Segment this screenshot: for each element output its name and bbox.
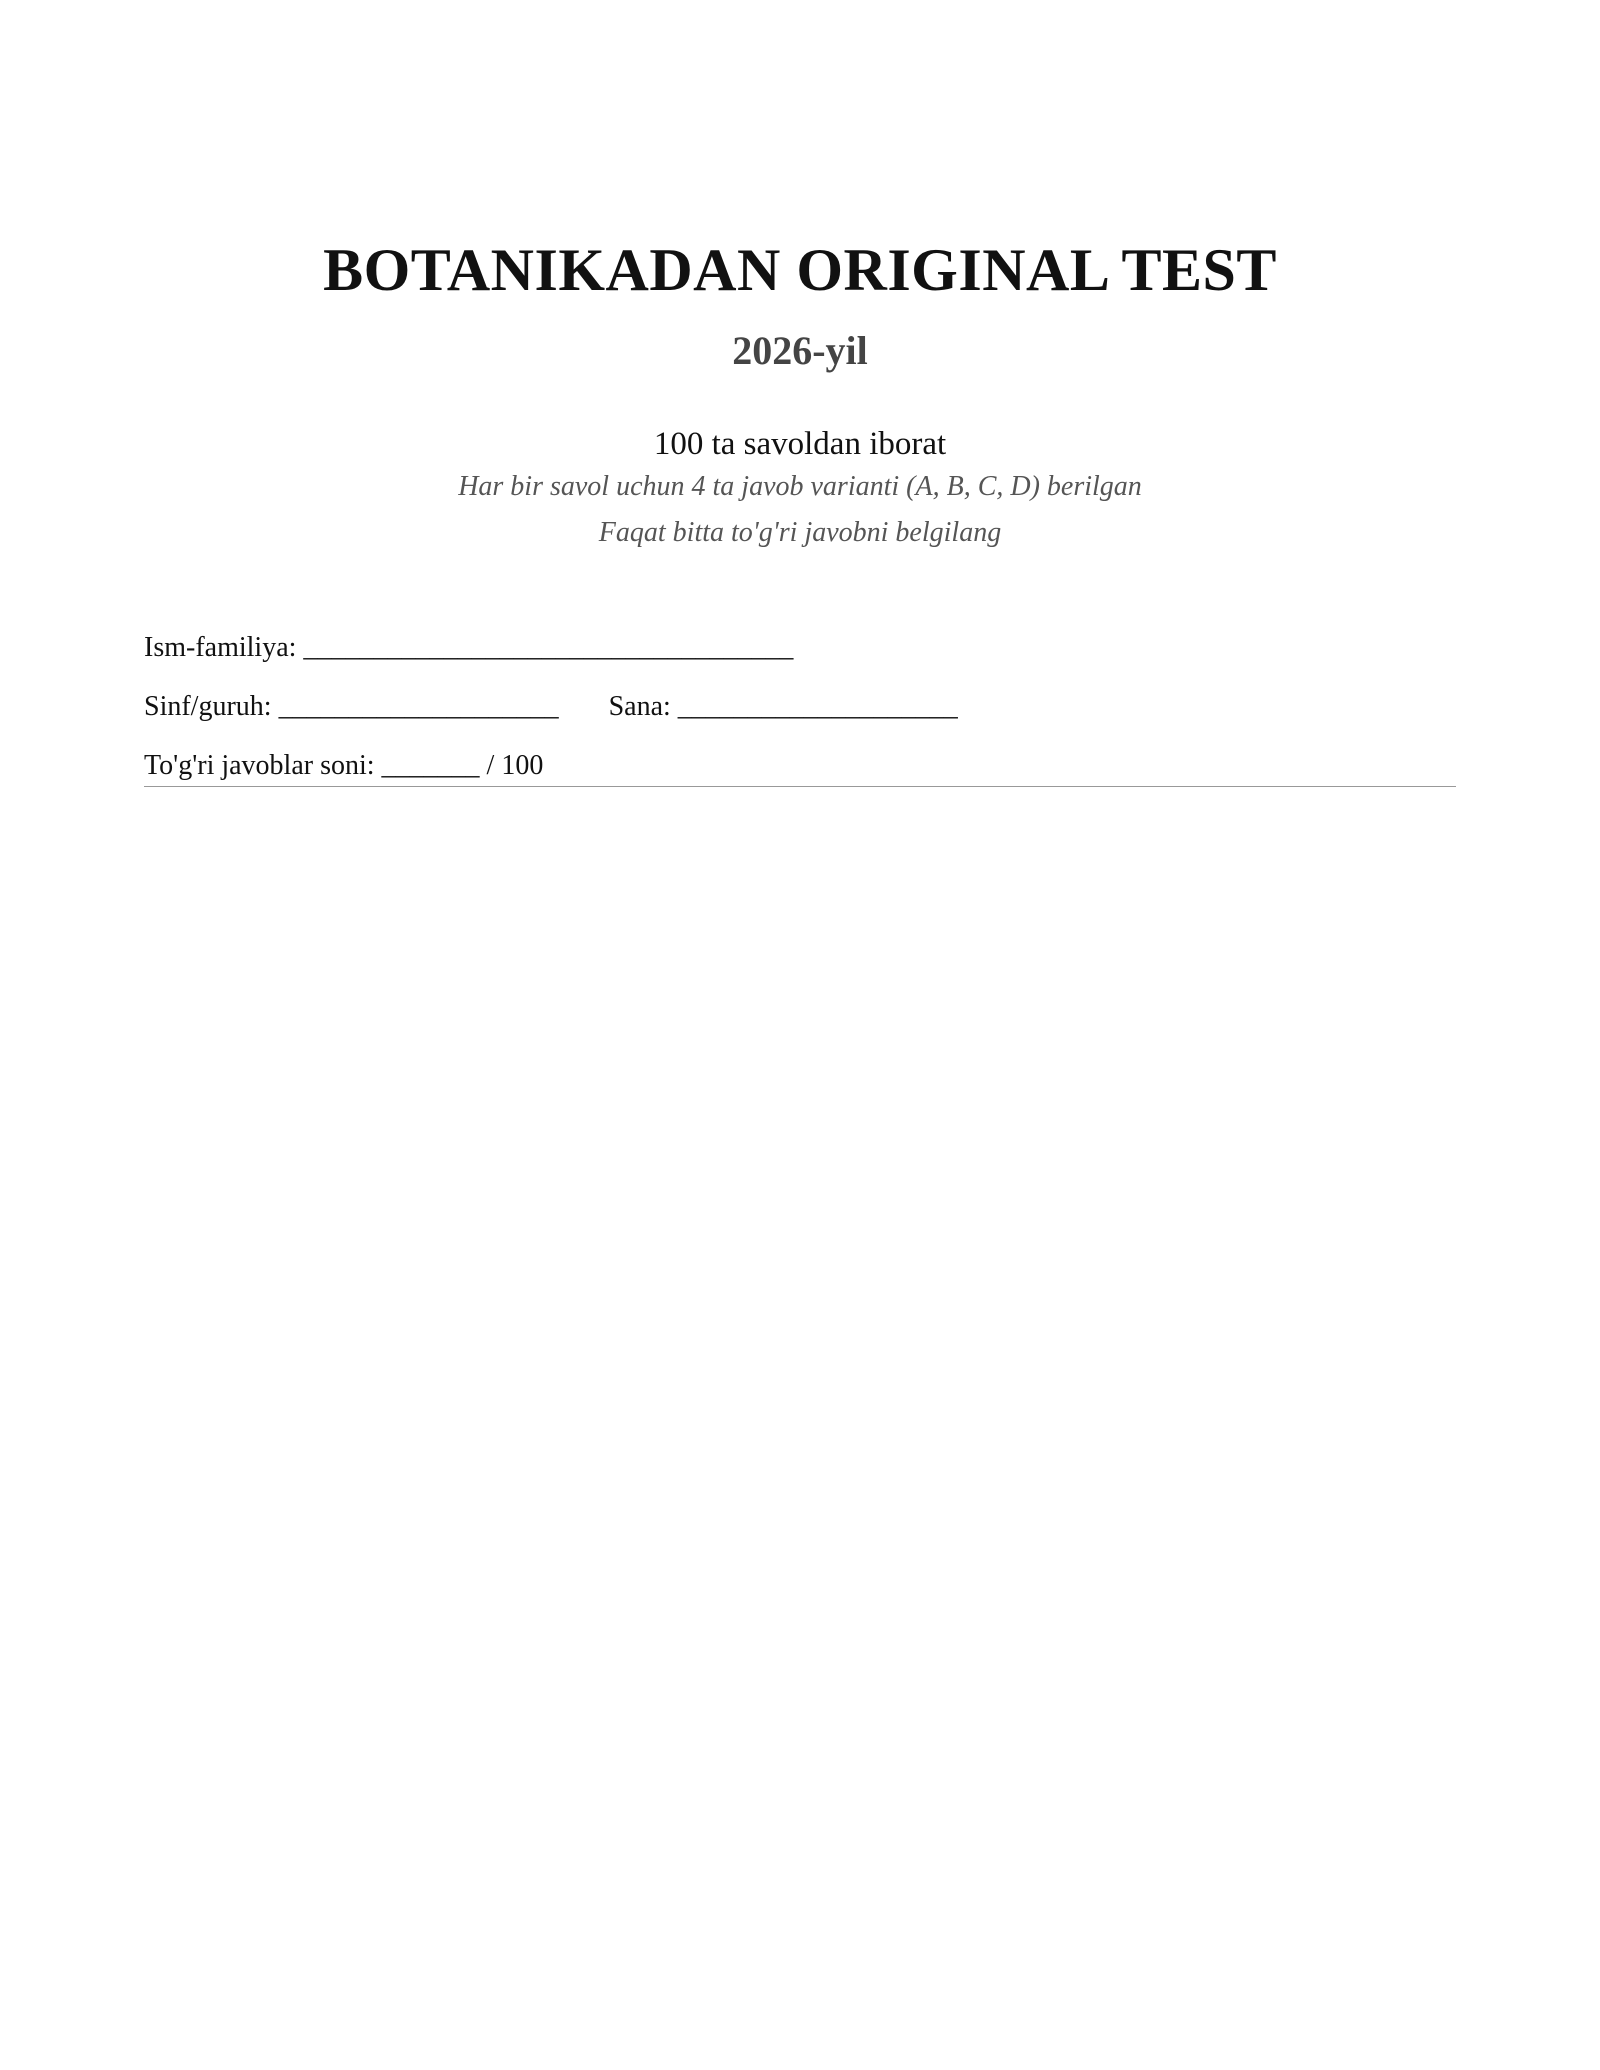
section-divider [144,786,1456,787]
class-blank[interactable]: ____________________ [278,691,559,722]
name-row [144,628,1456,668]
student-info-form [144,628,1456,805]
class-label: Sinf/guruh: [144,691,272,722]
instruction-note-2: Faqat bitta to'g'ri javobni belgilang [598,517,1002,548]
name-label: Ism-familiya: [144,632,297,663]
score-label: To'g'ri javoblar soni: [144,750,375,781]
question-count: 100 ta savoldan iborat [653,426,947,462]
date-label: Sana: [608,691,671,722]
class-date-row [144,687,1456,727]
document-header [0,232,1600,556]
score-total: / 100 [486,750,544,781]
document-title: BOTANIKADAN ORIGINAL TEST [323,237,1277,303]
score-row [144,746,1456,786]
document-year: 2026-yil [732,328,868,373]
score-blank[interactable]: _______ [381,750,480,781]
name-blank[interactable]: ___________________________________ [303,632,794,663]
instruction-note-1: Har bir savol uchun 4 ta javob varianti (A, B, C, D) berilgan [458,471,1142,502]
date-blank[interactable]: ____________________ [677,691,958,722]
